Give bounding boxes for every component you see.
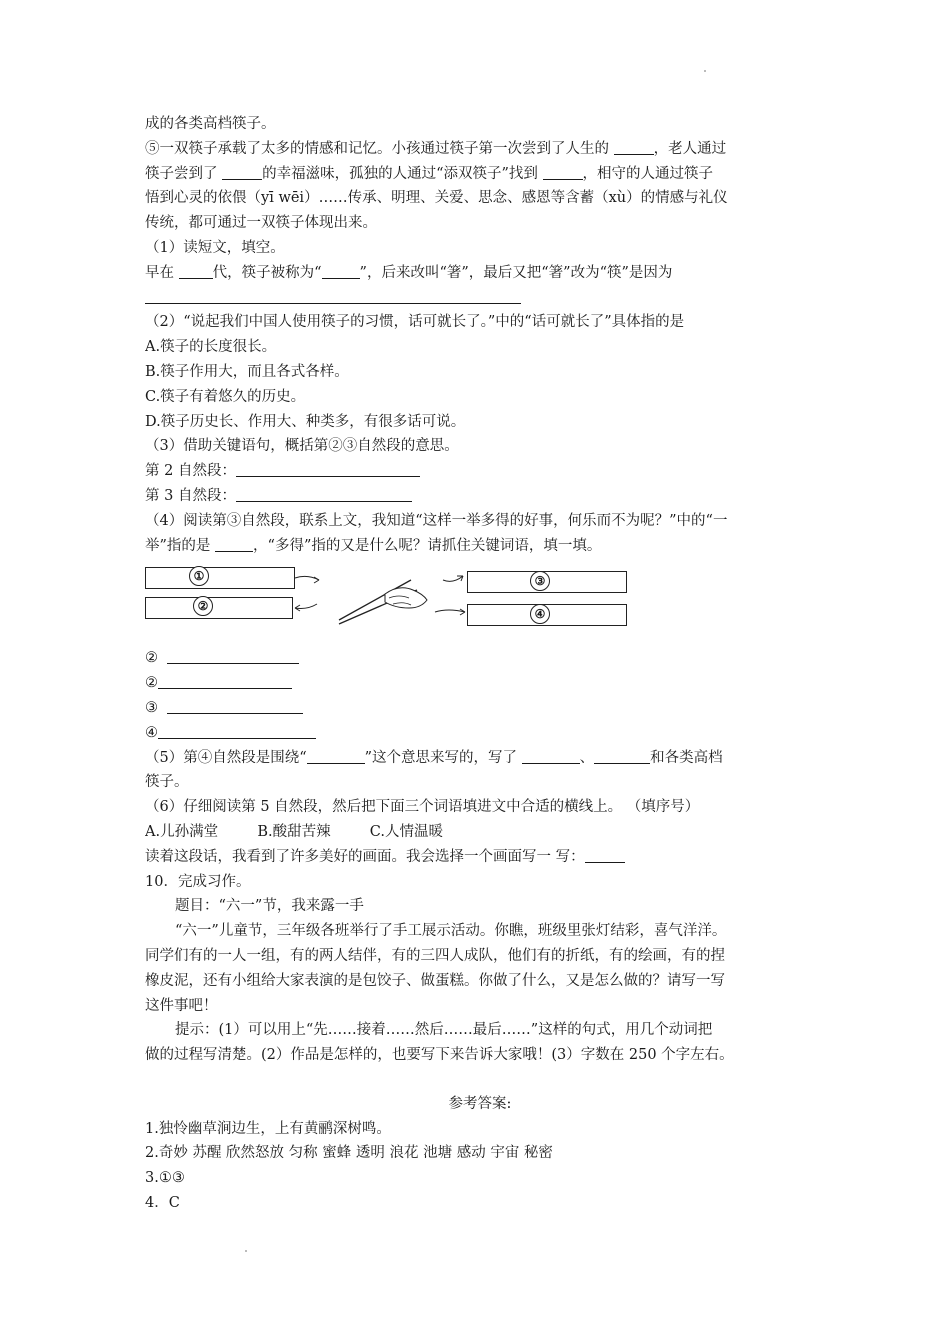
text-line: 悟到心灵的依偎（yī wēi）……传承、明理、关爱、思念、感恩等含蓄（xù）的情感与礼仪	[145, 190, 728, 207]
text-line: 早在 代，筷子被称为“ ”，后来改叫“箸”，最后又把“箸”改为“筷”是因为	[145, 264, 673, 281]
choice-a: A.筷子的长度很长。	[145, 339, 277, 356]
essay-hint-line: 做的过程写清楚。(2）作品是怎样的，也要写下来告诉大家哦！(3）字数在 250 个字左右。	[145, 1047, 734, 1064]
text-line: 成的各类高档筷子。	[145, 116, 276, 132]
diagram-label-2: ②	[193, 596, 213, 616]
essay-prompt-line: 同学们有的一人一组，有的两人结伴，有的三四人成队，他们有的折纸，有的绘画，有的捏	[145, 947, 725, 964]
diagram-label-1: ①	[189, 566, 209, 586]
question-1-heading: （1）读短文，填空。	[145, 239, 285, 256]
word-options	[145, 820, 815, 845]
essay-title: 题目：“六一”节，我来露一手	[175, 898, 364, 915]
option-b: B.酸甜苦辣	[257, 823, 331, 840]
answer-line[interactable]	[158, 673, 292, 689]
page-speck-top	[704, 70, 706, 72]
text-line: ⑤一双筷子承载了太多的情感和记忆。小孩通过筷子第一次尝到了人生的 ，老人通过	[145, 140, 727, 157]
answer-blank[interactable]	[585, 847, 625, 863]
document-page	[145, 112, 815, 1216]
chopsticks-diagram	[145, 564, 815, 642]
question-2-heading: （2）“说起我们中国人使用筷子的习惯，话可就长了。”中的“话可就长了”具体指的是	[145, 314, 685, 331]
answer-blank[interactable]	[614, 139, 654, 155]
text-line: 第 3 自然段：	[145, 484, 815, 509]
text-line: 读着这段话，我看到了许多美好的画面。我会选择一个画面写一 写：	[145, 845, 815, 870]
answer-blank[interactable]	[522, 748, 580, 764]
text-line: ②	[145, 671, 815, 696]
answer-line[interactable]	[236, 461, 420, 477]
question-3-heading: （3）借助关键语句，概括第②③自然段的意思。	[145, 438, 459, 455]
text-line: 筷子。	[145, 774, 189, 791]
text-line: 传统，都可通过一双筷子体现出来。	[145, 215, 377, 232]
text-line: ③	[145, 696, 815, 721]
answer-line[interactable]	[167, 648, 299, 664]
answer-key-line: 3.①③	[145, 1170, 185, 1187]
answer-line[interactable]	[236, 486, 412, 502]
essay-hint-line: 提示：(1）可以用上“先……接着……然后……最后……”这样的句式，用几个动词把	[175, 1022, 713, 1039]
answer-blank[interactable]	[543, 164, 583, 180]
option-a: A.儿孙满堂	[145, 823, 219, 840]
answer-blank[interactable]	[594, 748, 650, 764]
answer-key-line: 2.奇妙 苏醒 欣然怒放 匀称 蜜蜂 透明 浪花 池塘 感动 宇宙 秘密	[145, 1145, 553, 1162]
text-line: 第 2 自然段：	[145, 459, 815, 484]
diagram-box-2[interactable]	[145, 597, 293, 619]
answer-blank[interactable]	[322, 263, 360, 279]
diagram-box-1[interactable]	[145, 567, 295, 589]
essay-prompt-line: 这件事吧！	[145, 997, 218, 1014]
question-5-heading: （5）第④自然段是围绕“ ”这个意思来写的，写了 、 和各类高档	[145, 749, 723, 766]
question-10-heading: 10．完成习作。	[145, 873, 251, 890]
choice-c: C.筷子有着悠久的历史。	[145, 388, 306, 405]
answer-blank[interactable]	[215, 536, 253, 552]
answer-blank[interactable]	[179, 263, 213, 279]
hand-with-chopsticks-illustration	[293, 564, 473, 642]
answer-blank[interactable]	[307, 748, 365, 764]
answer-key-line: 1.独怜幽草涧边生，上有黄鹂深树鸣。	[145, 1120, 391, 1137]
text-line: ④	[145, 721, 815, 746]
answer-key-line: 4．C	[145, 1195, 180, 1212]
answer-line[interactable]	[158, 723, 316, 739]
choice-d: D.筷子历史长、作用大、种类多，有很多话可说。	[145, 413, 466, 430]
answer-blank[interactable]	[222, 164, 262, 180]
diagram-label-3: ③	[530, 571, 550, 591]
text-line: 筷子尝到了 的幸福滋味，孤独的人通过“添双筷子”找到 ，相守的人通过筷子	[145, 165, 714, 182]
question-6-heading: （6）仔细阅读第 5 自然段，然后把下面三个词语填进文中合适的横线上。 （填序号）	[145, 799, 700, 816]
choice-b: B.筷子作用大，而且各式各样。	[145, 363, 349, 380]
diagram-label-4: ④	[530, 604, 550, 624]
text-line: ②	[145, 646, 815, 671]
text-line: 举”指的是 ，“多得”指的又是什么呢？请抓住关键词语，填一填。	[145, 537, 602, 554]
answer-line[interactable]	[167, 698, 303, 714]
option-c: C.人情温暖	[369, 823, 443, 840]
answer-key-heading: 参考答案:	[448, 1095, 512, 1112]
essay-prompt-line: 橡皮泥，还有小组给大家表演的是包饺子、做蛋糕。你做了什么，又是怎么做的？请写一写	[145, 972, 725, 989]
page-speck-bottom	[245, 1250, 247, 1252]
answer-line[interactable]	[145, 288, 521, 304]
answer-line-row	[145, 286, 815, 311]
question-4-heading: （4）阅读第③自然段，联系上文，我知道“这样一举多得的好事，何乐而不为呢？”中的“一	[145, 512, 728, 529]
essay-prompt-line: “六一”儿童节，三年级各班举行了手工展示活动。你瞧，班级里张灯结彩，喜气洋洋。	[175, 923, 727, 940]
